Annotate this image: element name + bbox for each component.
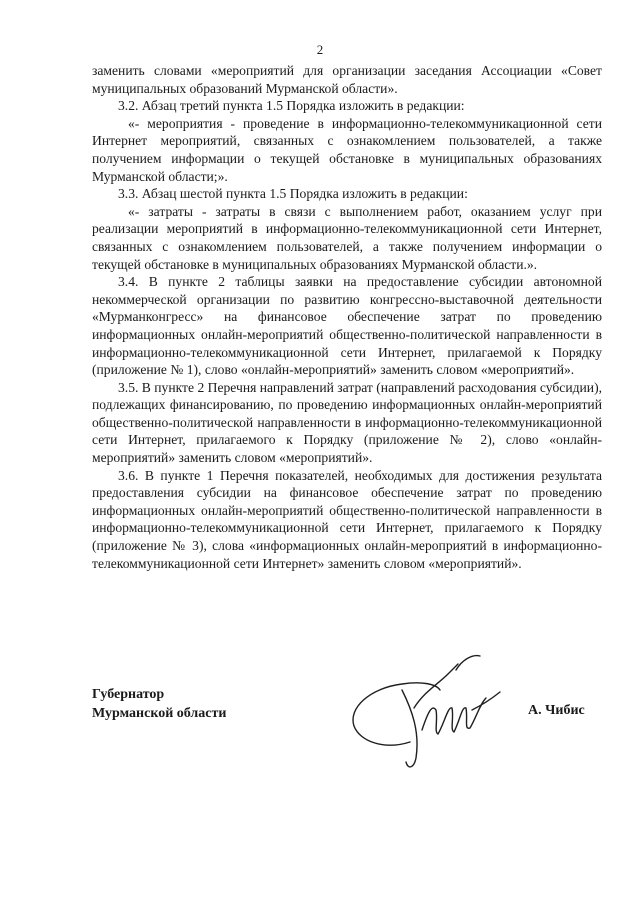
paragraph-3-4: 3.4. В пункте 2 таблицы заявки на предоставление субсидии автономной некоммерческой организации по развитию конгрессно-выставочной деятельности «Мурманконгресс» на финансовое обеспечение затрат по проведению информационных онлайн-мероприятий общественно-политической направленности в информационно-телекоммуникационной сети Интернет, прилагаемой к Порядку (приложение № 1), слово «онлайн-мероприятий» заменить словом «мероприятий». bbox=[92, 274, 602, 378]
paragraph-3-2-quote: «- мероприятия - проведение в информационно-телекоммуникационной сети Интернет мероприятий, связанных с ознакомлением пользователей, а также получением информации о текущей обстановке в муниципальных образованиях Мурманской области;». bbox=[92, 115, 602, 184]
paragraph-continuation: заменить словами «мероприятий для организации заседания Ассоциации «Совет муниципальных образований Мурманской области». bbox=[92, 63, 602, 96]
paragraph-3-6: 3.6. В пункте 1 Перечня показателей, необходимых для достижения результата предоставления субсидии на финансовое обеспечение затрат по проведению информационных онлайн-мероприятий общественно-политической направленности в информационно-телекоммуникационной сети Интернет, прилагаемого к Порядку (приложение № 3), слова «информационных онлайн-мероприятий в информационно-телекоммуникационной сети Интернет» заменить словом «мероприятий». bbox=[92, 467, 602, 571]
paragraph-3-5: 3.5. В пункте 2 Перечня направлений затрат (направлений расходования субсидии), подлежащих финансированию, по проведению информационных онлайн-мероприятий общественно-политической направленности в информационно-телекоммуникационной сети Интернет, прилагаемого к Порядку (приложение № 2), слово «онлайн-мероприятий» заменить словом «мероприятий». bbox=[92, 379, 602, 466]
handwritten-signature bbox=[340, 650, 515, 780]
page-number: 2 bbox=[316, 42, 324, 57]
paragraph-3-2: 3.2. Абзац третий пункта 1.5 Порядка изложить в редакции: bbox=[118, 98, 465, 114]
paragraph-3-3-quote: «- затраты - затраты в связи с выполнением работ, оказанием услуг при реализации мероприятий в информационно-телекоммуникационной сети Интернет, связанных с ознакомлением пользователей, а также получением информации о текущей обстановке в муниципальных образованиях Мурманской области.». bbox=[92, 203, 602, 272]
signatory-title-line2: Мурманской области bbox=[92, 706, 227, 721]
signatory-title bbox=[92, 685, 226, 723]
signatory-title-line1: Губернатор bbox=[92, 687, 165, 702]
paragraph-3-3: 3.3. Абзац шестой пункта 1.5 Порядка изложить в редакции: bbox=[118, 186, 468, 202]
document-body bbox=[92, 62, 602, 572]
signatory-name: А. Чибис bbox=[528, 703, 585, 718]
